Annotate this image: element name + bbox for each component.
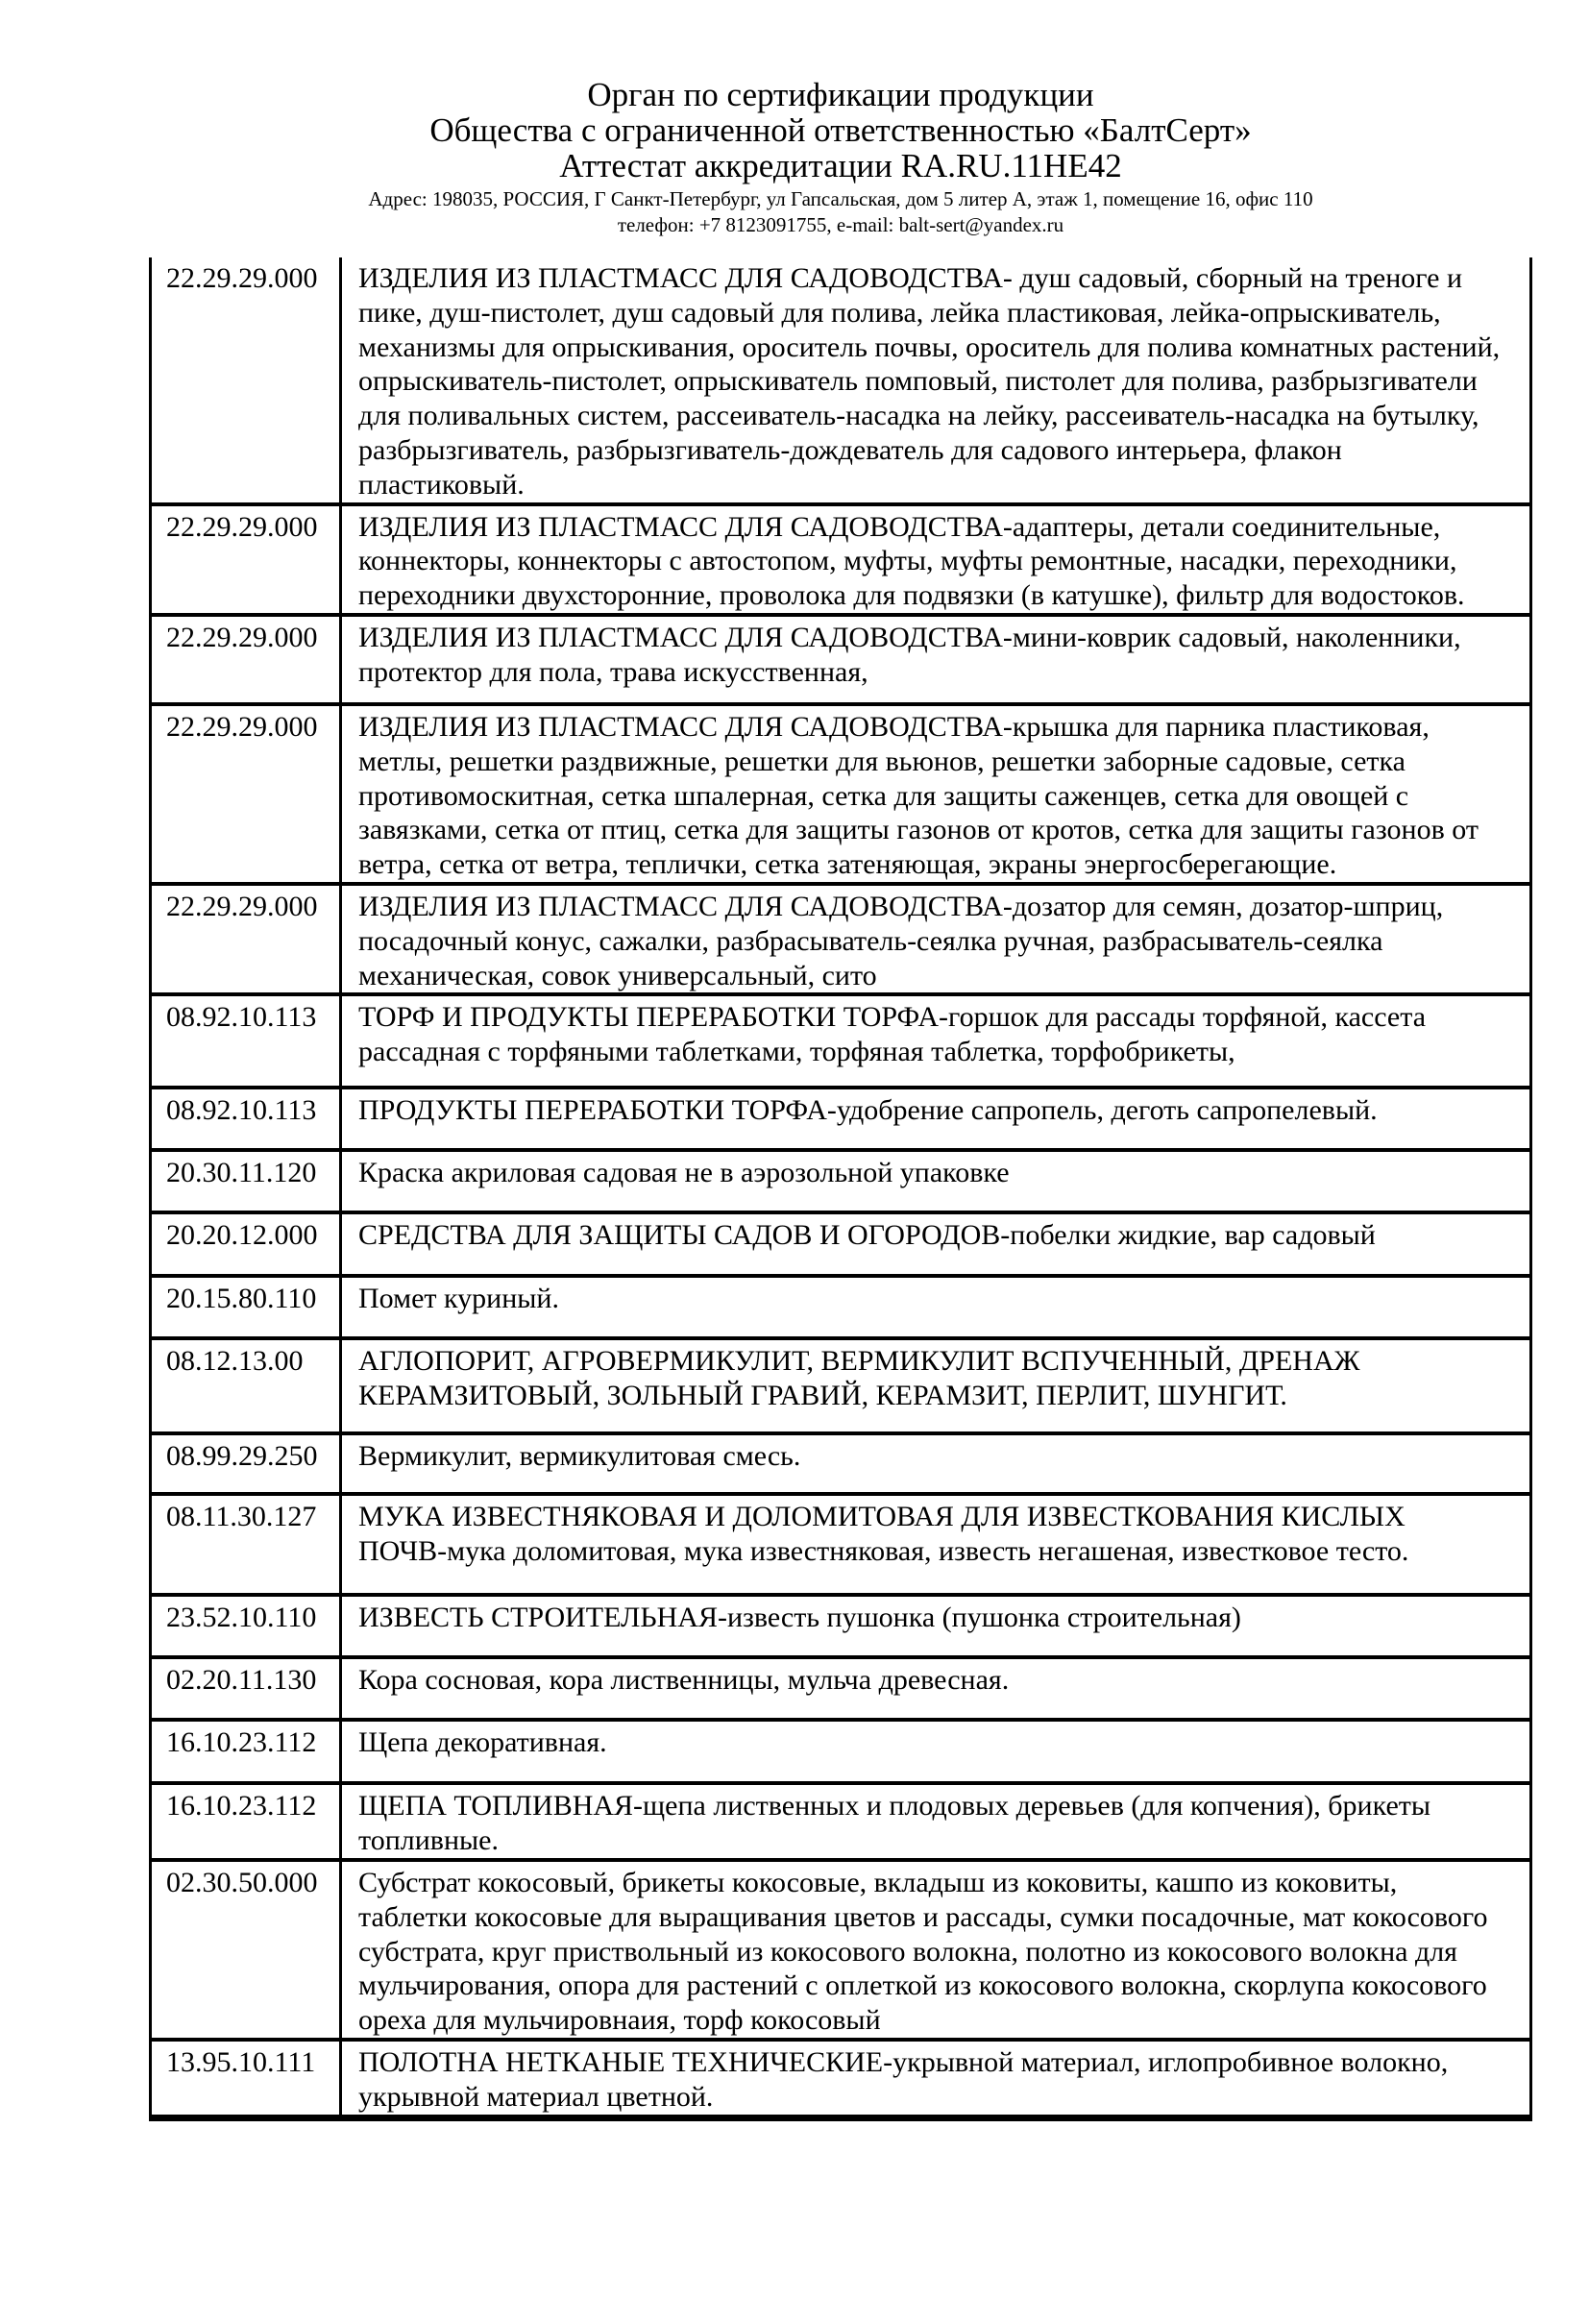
- document-page: [0, 77, 1589, 2324]
- table-row: [149, 1211, 1532, 1274]
- description-cell: ТОРФ И ПРОДУКТЫ ПЕРЕРАБОТКИ ТОРФА-горшок для рассады торфяной, кассета рассадная с торфяными таблетками, торфяная таблетка, торфобрикеты,: [342, 996, 1532, 1086]
- table-row: [149, 613, 1532, 702]
- code-cell: 16.10.23.112: [149, 1722, 342, 1781]
- code-cell: 22.29.29.000: [149, 506, 342, 613]
- header-accreditation: Аттестат аккредитации RA.RU.11HE42: [559, 147, 1122, 184]
- code-cell: 08.99.29.250: [149, 1435, 342, 1492]
- code-cell: 08.12.13.00: [149, 1340, 342, 1431]
- description-cell: ИЗДЕЛИЯ ИЗ ПЛАСТМАСС ДЛЯ САДОВОДСТВА-дозатор для семян, дозатор-шприц, посадочный конус, сажалки, разбрасыватель-сеялка ручная, разбрасыватель-сеялка механическая, совок универсальный, сито: [342, 886, 1532, 992]
- table-row: [149, 1718, 1532, 1781]
- description-cell: Помет куриный.: [342, 1278, 1532, 1336]
- table-row: [149, 1274, 1532, 1336]
- code-cell: 08.11.30.127: [149, 1496, 342, 1593]
- description-cell: ПРОДУКТЫ ПЕРЕРАБОТКИ ТОРФА-удобрение сапропель, деготь сапропелевый.: [342, 1089, 1532, 1148]
- table-row: [149, 257, 1532, 502]
- document-header: [149, 77, 1532, 238]
- code-cell: 22.29.29.000: [149, 886, 342, 992]
- table-row: [149, 1655, 1532, 1718]
- header-org-title: Орган по сертификации продукции: [587, 76, 1094, 113]
- description-cell: ЩЕПА ТОПЛИВНАЯ-щепа лиственных и плодовых деревьев (для копчения), брикеты топливные.: [342, 1785, 1532, 1858]
- code-cell: 20.15.80.110: [149, 1278, 342, 1336]
- code-cell: 22.29.29.000: [149, 617, 342, 702]
- table-row: [149, 1086, 1532, 1148]
- code-cell: 22.29.29.000: [149, 706, 342, 882]
- header-org-name: Общества с ограниченной ответственностью «БалтСерт»: [429, 111, 1252, 149]
- table-row: [149, 992, 1532, 1086]
- description-cell: Вермикулит, вермикулитовая смесь.: [342, 1435, 1532, 1492]
- description-cell: ИЗДЕЛИЯ ИЗ ПЛАСТМАСС ДЛЯ САДОВОДСТВА-адаптеры, детали соединительные, коннекторы, коннекторы с автостопом, муфты, муфты ремонтные, насадки, переходники, переходники двухсторонние, проволока для подвязки (в катушке), фильтр для водостоков.: [342, 506, 1532, 613]
- description-cell: Краска акриловая садовая не в аэрозольной упаковке: [342, 1152, 1532, 1211]
- header-contacts: телефон: +7 8123091755, e-mail: balt-sert@yandex.ru: [617, 213, 1064, 236]
- products-table: [149, 257, 1532, 2121]
- description-cell: Кора сосновая, кора лиственницы, мульча древесная.: [342, 1659, 1532, 1718]
- code-cell: 23.52.10.110: [149, 1597, 342, 1655]
- table-row: [149, 2038, 1532, 2115]
- description-cell: АГЛОПОРИТ, АГРОВЕРМИКУЛИТ, ВЕРМИКУЛИТ ВСПУЧЕННЫЙ, ДРЕНАЖ КЕРАМЗИТОВЫЙ, ЗОЛЬНЫЙ ГРАВИЙ, КЕРАМЗИТ, ПЕРЛИТ, ШУНГИТ.: [342, 1340, 1532, 1431]
- table-row: [149, 1336, 1532, 1431]
- header-address: Адрес: 198035, РОССИЯ, Г Санкт-Петербург, ул Гапсальская, дом 5 литер А, этаж 1, помещение 16, офис 110: [368, 187, 1313, 210]
- code-cell: 16.10.23.112: [149, 1785, 342, 1858]
- description-cell: СРЕДСТВА ДЛЯ ЗАЩИТЫ САДОВ И ОГОРОДОВ-побелки жидкие, вар садовый: [342, 1214, 1532, 1274]
- description-cell: ИЗВЕСТЬ СТРОИТЕЛЬНАЯ-известь пушонка (пушонка строительная): [342, 1597, 1532, 1655]
- table-row: [149, 1148, 1532, 1211]
- description-cell: ИЗДЕЛИЯ ИЗ ПЛАСТМАСС ДЛЯ САДОВОДСТВА-крышка для парника пластиковая, метлы, решетки раздвижные, решетки для вьюнов, решетки заборные садовые, сетка противомоскитная, сетка шпалерная, сетка для защиты саженцев, сетка для овощей с завязками, сетка от птиц, сетка для защиты газонов от кротов, сетка для защиты газонов от ветра, сетка от ветра, теплички, сетка затеняющая, экраны энергосберегающие.: [342, 706, 1532, 882]
- code-cell: 22.29.29.000: [149, 257, 342, 502]
- table-row: [149, 702, 1532, 882]
- table-row: [149, 882, 1532, 992]
- table-row: [149, 1431, 1532, 1492]
- code-cell: 20.30.11.120: [149, 1152, 342, 1211]
- description-cell: ПОЛОТНА НЕТКАНЫЕ ТЕХНИЧЕСКИЕ-укрывной материал, иглопробивное волокно, укрывной материал цветной.: [342, 2042, 1532, 2115]
- table-row: [149, 1593, 1532, 1655]
- description-cell: МУКА ИЗВЕСТНЯКОВАЯ И ДОЛОМИТОВАЯ ДЛЯ ИЗВЕСТКОВАНИЯ КИСЛЫХ ПОЧВ-мука доломитовая, мука известняковая, известь негашеная, известковое тесто.: [342, 1496, 1532, 1593]
- code-cell: 20.20.12.000: [149, 1214, 342, 1274]
- code-cell: 13.95.10.111: [149, 2042, 342, 2115]
- code-cell: 02.30.50.000: [149, 1862, 342, 2038]
- description-cell: Субстрат кокосовый, брикеты кокосовые, вкладыш из коковиты, кашпо из коковиты, таблетки кокосовые для выращивания цветов и рассады, сумки посадочные, мат кокосового субстрата, круг приствольный из кокосового волокна, полотно из кокосового волокна для мульчирования, опора для растений с оплеткой из кокосового волокна, скорлупа кокосового ореха для мульчировнаия, торф кокосовый: [342, 1862, 1532, 2038]
- description-cell: ИЗДЕЛИЯ ИЗ ПЛАСТМАСС ДЛЯ САДОВОДСТВА-мини-коврик садовый, наколенники, протектор для пола, трава искусственная,: [342, 617, 1532, 702]
- description-cell: ИЗДЕЛИЯ ИЗ ПЛАСТМАСС ДЛЯ САДОВОДСТВА- душ садовый, сборный на треноге и пике, душ-пистолет, душ садовый для полива, лейка пластиковая, лейка-опрыскиватель, механизмы для опрыскивания, ороситель почвы, ороситель для полива комнатных растений, опрыскиватель-пистолет, опрыскиватель помповый, пистолет для полива, разбрызгиватели для поливальных систем, рассеиватель-насадка на лейку, рассеиватель-насадка на бутылку, разбрызгиватель, разбрызгиватель-дождеватель для садового интерьера, флакон пластиковый.: [342, 257, 1532, 502]
- table-row: [149, 502, 1532, 613]
- table-row: [149, 1781, 1532, 1858]
- table-row: [149, 1492, 1532, 1593]
- table-row: [149, 1858, 1532, 2038]
- code-cell: 02.20.11.130: [149, 1659, 342, 1718]
- description-cell: Щепа декоративная.: [342, 1722, 1532, 1781]
- code-cell: 08.92.10.113: [149, 996, 342, 1086]
- code-cell: 08.92.10.113: [149, 1089, 342, 1148]
